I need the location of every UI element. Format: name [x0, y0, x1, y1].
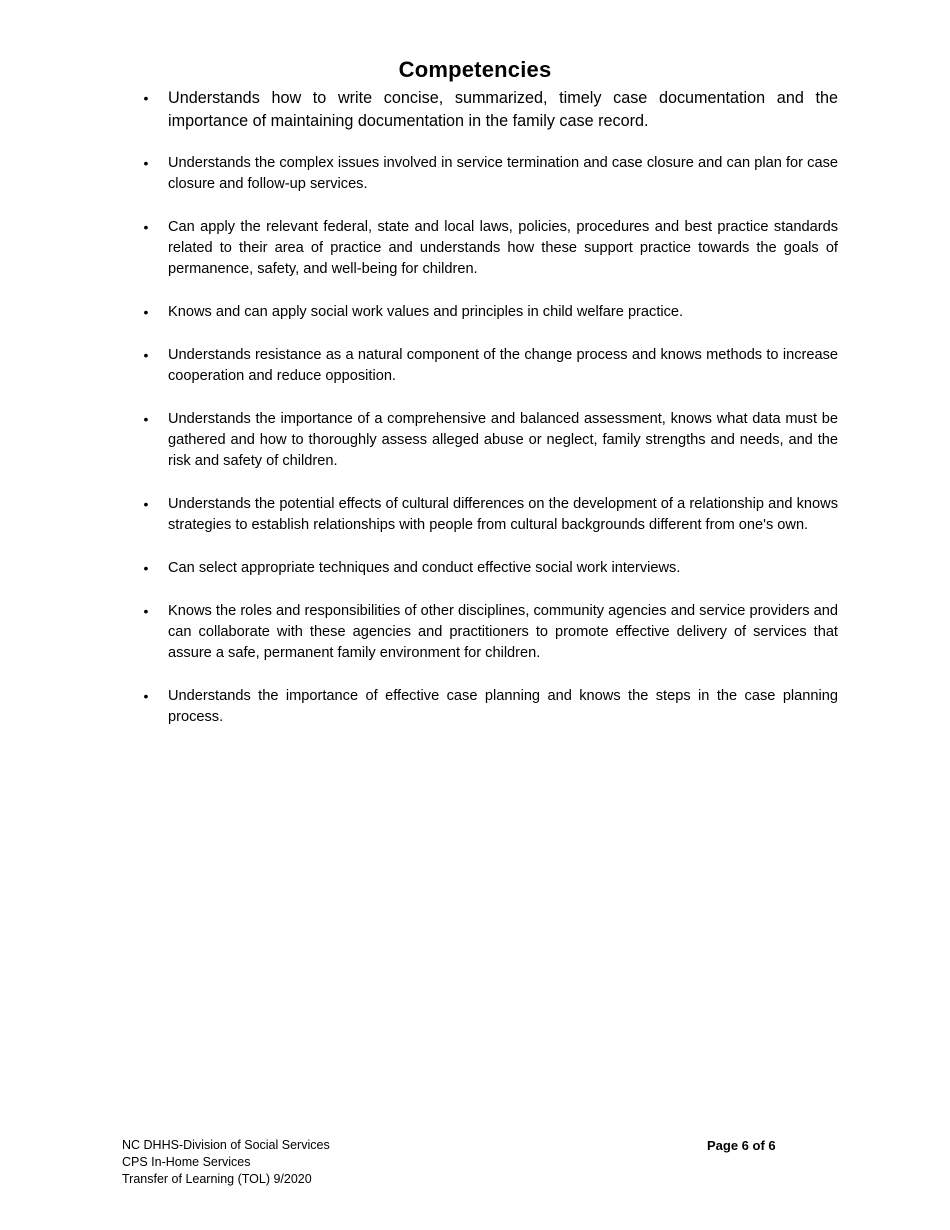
list-item-text: Understands how to write concise, summarized, timely case documentation and the importance of maintaining documentation in the family case record. [168, 89, 838, 130]
competency-list [140, 87, 838, 750]
list-item [140, 153, 838, 195]
bullet-icon: • [143, 90, 149, 106]
list-item [140, 345, 838, 387]
list-item-text: Can select appropriate techniques and conduct effective social work interviews. [168, 560, 681, 576]
list-item [140, 494, 838, 536]
bullet-icon: • [143, 155, 149, 171]
bullet-icon: • [143, 411, 149, 427]
list-item-text: Can apply the relevant federal, state and local laws, policies, procedures and best practice standards related to their area of practice and understands how these support practice towards the goals of permanence, safety, and well-being for children. [168, 219, 838, 277]
footer-line-program: CPS In-Home Services [122, 1155, 251, 1169]
list-item-text: Understands the importance of a comprehensive and balanced assessment, knows what data must be gathered and how to thoroughly assess alleged abuse or neglect, family strengths and needs, and the risk and safety of children. [168, 411, 838, 469]
list-item [140, 601, 838, 664]
list-item [140, 409, 838, 472]
page-number: Page 6 of 6 [707, 1138, 776, 1153]
page-title: Competencies [398, 57, 552, 82]
list-item-text: Understands the potential effects of cultural differences on the development of a relationship and knows strategies to establish relationships with people from cultural backgrounds different from one's own. [168, 496, 838, 533]
footer-info [122, 1137, 330, 1188]
bullet-icon: • [143, 603, 149, 619]
list-item [140, 686, 838, 728]
bullet-icon: • [143, 688, 149, 704]
list-item [140, 217, 838, 280]
list-item-text: Understands the complex issues involved in service termination and case closure and can plan for case closure and follow-up services. [168, 155, 838, 192]
footer-line-version: Transfer of Learning (TOL) 9/2020 [122, 1172, 312, 1186]
list-item [140, 87, 838, 133]
bullet-icon: • [143, 347, 149, 363]
footer-line-organization: NC DHHS-Division of Social Services [122, 1138, 330, 1152]
bullet-icon: • [143, 560, 149, 576]
bullet-icon: • [143, 219, 149, 235]
bullet-icon: • [143, 304, 149, 320]
list-item-text: Knows and can apply social work values and principles in child welfare practice. [168, 304, 684, 320]
list-item-text: Understands the importance of effective case planning and knows the steps in the case planning process. [168, 688, 838, 725]
bullet-icon: • [143, 496, 149, 512]
list-item-text: Knows the roles and responsibilities of other disciplines, community agencies and service providers and can collaborate with these agencies and practitioners to promote effective delivery of services that assure a safe, permanent family environment for children. [168, 603, 838, 661]
list-item [140, 302, 838, 323]
list-item [140, 558, 838, 579]
list-item-text: Understands resistance as a natural component of the change process and knows methods to increase cooperation and reduce opposition. [168, 347, 838, 384]
